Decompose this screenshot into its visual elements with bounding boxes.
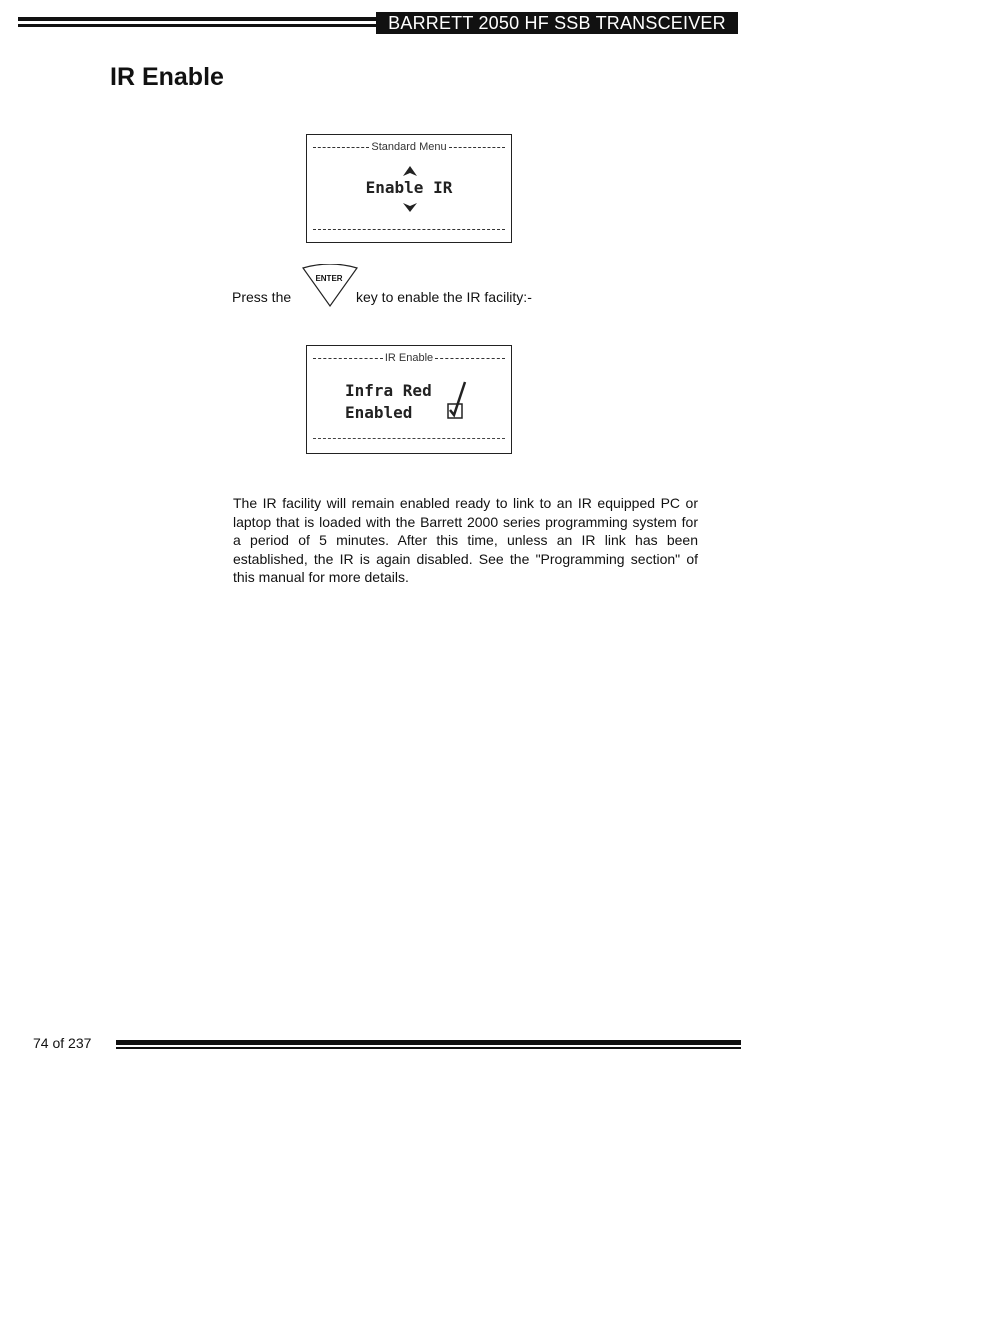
header-title: BARRETT 2050 HF SSB TRANSCEIVER [376, 12, 738, 34]
arrow-down-icon [402, 202, 418, 213]
lcd-line-1: Infra Red [345, 381, 432, 400]
lcd-line-2: Enabled [345, 403, 413, 422]
lcd-title-bar [313, 351, 505, 365]
header-rule [18, 15, 376, 31]
checkbox-checked-icon [446, 380, 470, 424]
arrow-up-icon [402, 165, 418, 177]
lcd-screen-ir-enable [306, 345, 512, 454]
lcd-menu-title: IR Enable [384, 352, 434, 364]
lcd-title-bar [313, 140, 505, 154]
body-paragraph: The IR facility will remain enabled ready to link to an IR equipped PC or laptop that is loaded with the Barrett 2000 series programming system for a period of 5 minutes. After this time, unless an IR link has been established, the IR is again disabled. See the "Programming section" of this manual for more details. [233, 495, 698, 585]
enter-key-icon [300, 264, 360, 308]
lcd-bottom-rule [313, 229, 505, 230]
instruction-after: key to enable the IR facility:- [356, 289, 532, 305]
enter-key-label: ENTER [315, 274, 343, 283]
lcd-menu-item: Enable IR [365, 178, 453, 197]
lcd-bottom-rule [313, 438, 505, 439]
page-number: 74 of 237 [33, 1035, 92, 1051]
lcd-menu-title: Standard Menu [371, 141, 447, 153]
footer-rule [116, 1039, 741, 1051]
page-title: IR Enable [110, 63, 224, 91]
instruction-before: Press the [232, 289, 292, 305]
lcd-screen-standard-menu [306, 134, 512, 243]
